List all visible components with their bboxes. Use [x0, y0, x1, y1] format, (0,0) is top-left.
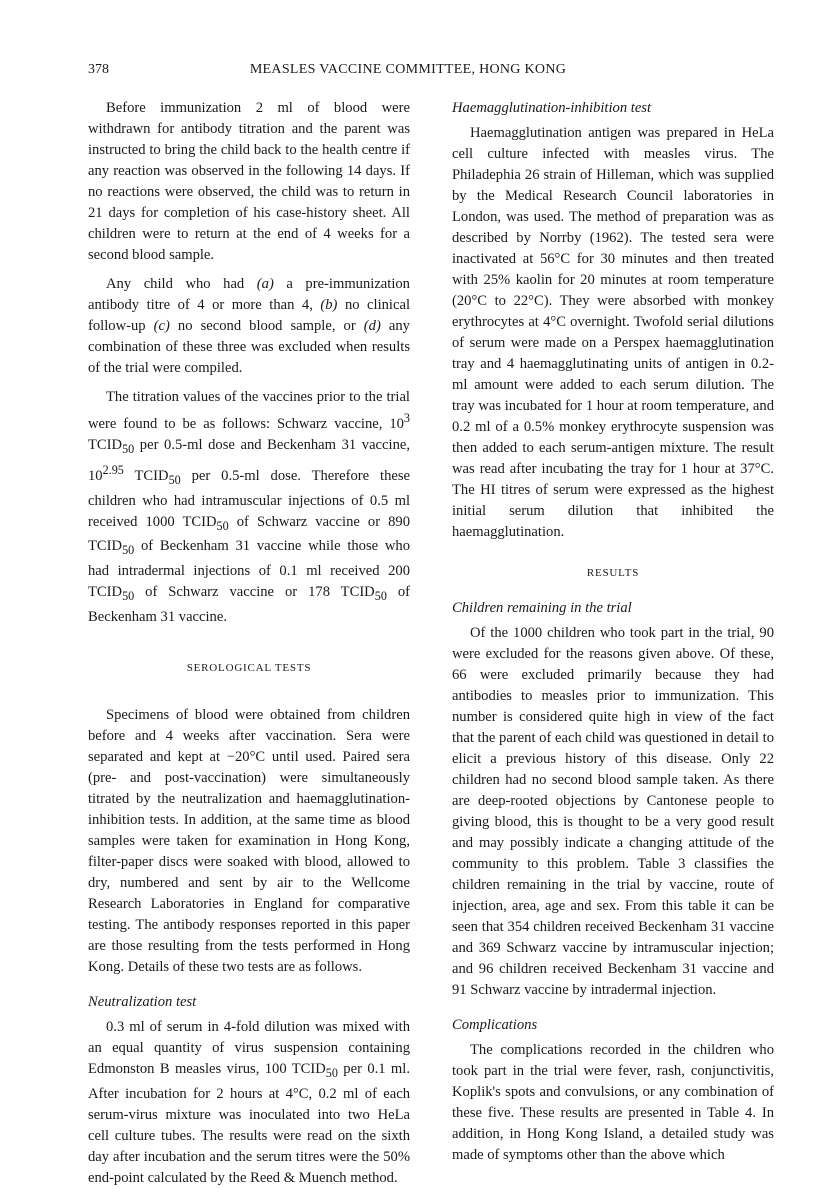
section-heading-serological-tests: SEROLOGICAL TESTS [186, 662, 312, 675]
subheading-neutralization-test: Neutralization test [88, 994, 197, 1011]
paragraph-titration-values: The titration values of the vaccines prior to the trial were found to be as follows: Schwarz vaccine, $10^3$ $TCID_{50}$ per 0.5-ml dose and Beckenham 31 vaccine, $10^{2.95}$ $TCID_{50}$ per 0.5-ml dose. Therefore these children who had intramuscular injections of 0.5 ml received 1000 $TCID_{50}$ of Schwarz vaccine or 890 $TCID_{50}$ of Beckenham 31 vaccine while those who had intradermal injections of 0.1 ml received 200 $TCID_{50}$ of Schwarz vaccine or 178 $TCID_{50}$ of Beckenham 31 vaccine. [88, 389, 411, 626]
left-column [88, 98, 410, 1189]
paragraph-neutralization: 0.3 ml of serum in 4-fold dilution was mixed with an equal quantity of virus suspension containing Edmonston B measles virus, 100 $TCID_{50}$ per 0.1 ml. After incubation for 2 hours at 4°C, 0.2 ml of each serum-virus mixture was inoculated into two HeLa cell culture tubes. The results were read on the sixth day after incubation and the serum titres were the 50% end-point calculated by the Reed & Muench method. [88, 1019, 410, 1187]
paragraph-immunization: Before immunization 2 ml of blood were withdrawn for antibody titration and the parent was instructed to bring the child back to the health centre if any reaction was observed in the following 14 days. If no reactions were observed, the child was to return in 21 days for completion of his case-history sheet. All children were to return at the end of 4 weeks for a second blood sample. [88, 100, 410, 263]
running-head: MEASLES VACCINE COMMITTEE, HONG KONG [249, 62, 567, 77]
right-column [452, 98, 774, 1166]
paragraph-specimens: Specimens of blood were obtained from children before and 4 weeks after vaccination. Sera were separated and kept at −20°C until used. Paired sera (pre- and post-vaccination) were simultaneously titrated by the neutralization and haemagglutination-inhibition tests. In addition, at the same time as blood samples were taken for examination in Hong Kong, filter-paper discs were soaked with blood, allowed to dry, numbered and sent by air to the Wellcome Research Laboratories in England for comparative testing. The antibody responses reported in this paper are those resulting from the tests performed in Hong Kong. Details of these two tests are as follows. [88, 707, 410, 976]
subheading-complications: Complications [452, 1017, 538, 1033]
page-number: 378 [88, 62, 109, 77]
paragraph-children-remaining: Of the 1000 children who took part in the trial, 90 were excluded for the reasons given above. Of these, 66 were excluded primarily because they had antibodies to measles prior to immunization. This number is considered quite high in view of the fact that the parent of each child was questioned in detail to elicit a previous history of this disease. Only 22 children had no second blood sample taken. As there are deep-rooted objections by Cantonese people to giving blood, this is thought to be a very good result and may possibly indicate a changing attitude of the community to this problem. Table 3 classifies the children remaining in the trial by vaccine, route of injection, area, age and sex. From this table it can be seen that 354 children received Beckenham 31 vaccine and 369 Schwarz vaccine by intramuscular injection; and 96 children received Beckenham 31 vaccine and 91 Schwarz vaccine by intradermal injection. [452, 625, 774, 998]
paragraph-exclusion-criteria: Any child who had (a) a pre-immunization antibody titre of 4 or more than 4, (b) no clinical follow-up (c) no second blood sample, or (d) any combination of these three was excluded when results of the trial were compiled. [88, 276, 410, 376]
subheading-haemagglutination-inhibition-test: Haemagglutination-inhibition test [452, 100, 652, 116]
paragraph-complications: The complications recorded in the children who took part in the trial were fever, rash, conjunctivitis, Koplik's spots and convulsions, or any combination of these five. These results are presented in Table 4. In addition, in Hong Kong Island, a detailed study was made of symptoms other than the above which [452, 1042, 774, 1163]
page-header [88, 62, 728, 80]
paragraph-haemagglutination: Haemagglutination antigen was prepared in HeLa cell culture infected with measles virus. The Philadephia 26 strain of Hilleman, which was supplied by the Medical Research Council laboratories in London, was used. The method of preparation was as described by Norrby (1962). The tested sera were inactivated at 56°C for 30 minutes and then treated with 25% kaolin for 20 minutes at room temperature (20°C to 22°C). They were absorbed with monkey erythrocytes at 4°C overnight. Twofold serial dilutions of serum were made on a Perspex haemagglutination tray and 4 haemagglutinating units of antigen in 0.2-ml amount were added to each serum dilution. The tray was incubated for 1 hour at room temperature, and 0.2 ml of a 0.5% monkey erythrocyte suspension was then added to each serum-antigen mixture. The result was read after incubating the tray for 1 hour at 37°C. The HI titres of serum were expressed as the highest initial serum dilution that inhibited the haemagglutination. [452, 125, 774, 540]
section-heading-results: RESULTS [586, 567, 640, 579]
subheading-children-remaining: Children remaining in the trial [452, 600, 632, 616]
